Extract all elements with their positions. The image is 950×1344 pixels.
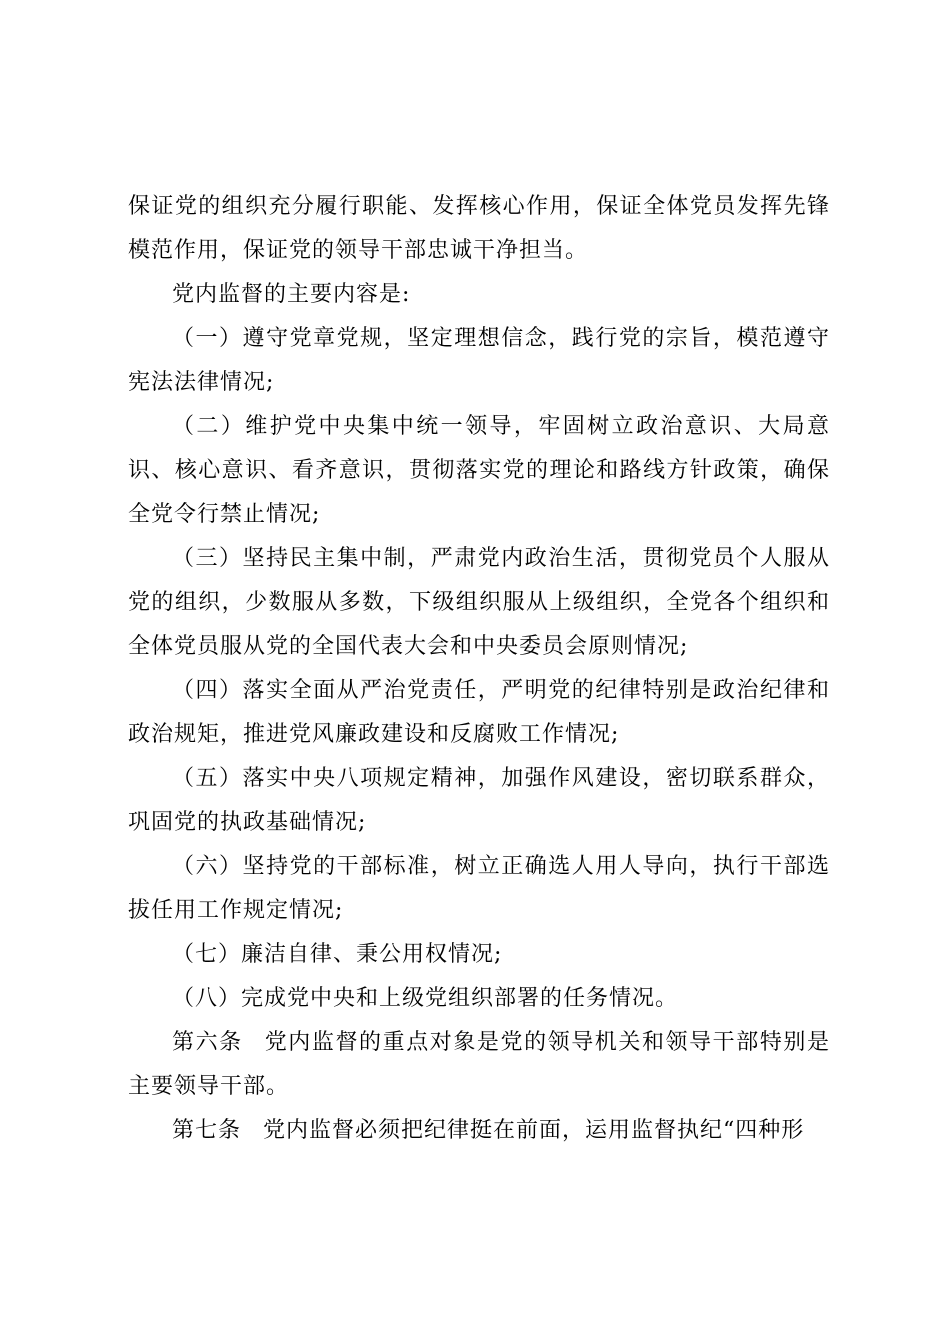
list-item-4: （四）落实全面从严治党责任，严明党的纪律特别是政治纪律和政治规矩，推进党风廉政建设和反腐败工作情况; [128,678,830,747]
list-item-2: （二）维护党中央集中统一领导，牢固树立政治意识、大局意识、核心意识、看齐意识，贯彻落实党的理论和路线方针政策，确保全党令行禁止情况; [128,414,830,527]
list-item-5: （五）落实中央八项规定精神，加强作风建设，密切联系群众，巩固党的执政基础情况; [128,766,830,835]
article-6-label: 第六条 [172,1030,243,1055]
paragraph-continuation: 保证党的组织充分履行职能、发挥核心作用，保证全体党员发挥先锋模范作用，保证党的领导干部忠诚干净担当。 [128,194,830,263]
article-7-label: 第七条 [172,1118,242,1143]
paragraph-main-contents-intro: 党内监督的主要内容是: [172,282,411,307]
article-7 [128,1109,830,1153]
list-item-3: （三）坚持民主集中制，严肃党内政治生活，贯彻党员个人服从党的组织，少数服从多数，下级组织服从上级组织，全党各个组织和全体党员服从党的全国代表大会和中央委员会原则情况; [128,546,830,659]
list-item-6: （六）坚持党的干部标准，树立正确选人用人导向，执行干部选拔任用工作规定情况; [128,854,830,923]
article-6-text: 党内监督的重点对象是党的领导机关和领导干部特别是主要领导干部。 [128,1030,830,1099]
article-6 [128,1021,830,1109]
document-body [128,185,830,1153]
list-item-1: （一）遵守党章党规，坚定理想信念，践行党的宗旨，模范遵守宪法法律情况; [128,326,830,395]
article-7-text: 党内监督必须把纪律挺在前面，运用监督执纪“四种形 [263,1118,805,1143]
list-item-8: （八）完成党中央和上级党组织部署的任务情况。 [172,986,679,1011]
list-item-7: （七）廉洁自律、秉公用权情况; [172,942,503,967]
